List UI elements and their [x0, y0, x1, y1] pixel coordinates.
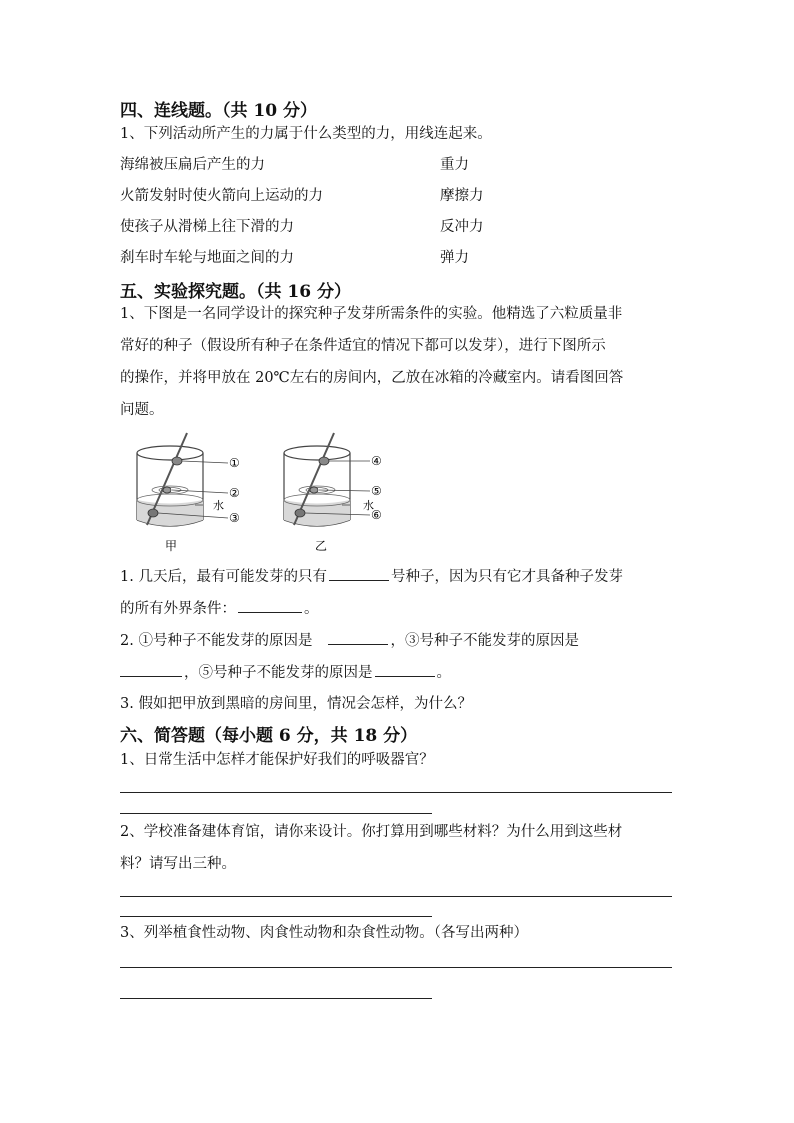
beaker-a-label: 甲 — [165, 539, 178, 553]
water-label-a: 水 — [213, 499, 224, 512]
beaker-b-label: 乙 — [315, 539, 328, 553]
answer-line[interactable] — [120, 896, 672, 897]
answer-line[interactable] — [120, 916, 432, 917]
match-left-3: 使孩子从滑梯上往下滑的力 — [120, 219, 294, 235]
water-label-b: 水 — [363, 499, 374, 512]
q1-text-b: 号种子，因为只有它才具备种子发芽 — [390, 569, 623, 585]
germination-figure — [125, 425, 405, 555]
section4-q1: 1、下列活动所产生的力属于什么类型的力，用线连起来。 — [120, 126, 492, 142]
beaker-a — [137, 433, 228, 526]
q1-text-d: 。 — [304, 601, 319, 617]
q2-text-b: ，③号种子不能发芽的原因是 — [390, 633, 579, 649]
match-right-1: 重力 — [440, 157, 469, 173]
match-left-4: 刹车时车轮与地面之间的力 — [120, 250, 294, 266]
q2-text-a: 2. ①号种子不能发芽的原因是 — [120, 633, 313, 649]
section6-q1: 1、日常生活中怎样才能保护好我们的呼吸器官？ — [120, 752, 434, 768]
marker-1: ① — [229, 456, 240, 470]
marker-5: ⑤ — [371, 484, 382, 498]
q2-text-d: 。 — [436, 665, 451, 681]
q2-text-c: ，⑤号种子不能发芽的原因是 — [184, 665, 373, 681]
q1-text-a: 1. 几天后，最有可能发芽的只有 — [120, 569, 327, 585]
section5-title: 五、实验探究题。（共 16 分） — [120, 282, 351, 302]
section5-intro-line3: 的操作，并将甲放在 20℃左右的房间内，乙放在冰箱的冷藏室内。请看图回答 — [120, 370, 624, 386]
section5-q3: 3. 假如把甲放到黑暗的房间里，情况会怎样，为什么？ — [120, 696, 472, 712]
answer-line[interactable] — [120, 967, 672, 968]
section5-q1-line2 — [120, 597, 319, 618]
section6-q3: 3、列举植食性动物、肉食性动物和杂食性动物。（各写出两种） — [120, 925, 528, 941]
section6-title: 六、简答题（每小题 6 分，共 18 分） — [120, 726, 418, 746]
marker-4: ④ — [371, 454, 382, 468]
match-right-3: 反冲力 — [440, 219, 484, 235]
answer-line[interactable] — [120, 813, 432, 814]
marker-2: ② — [229, 486, 240, 500]
section5-intro-line4: 问题。 — [120, 402, 164, 418]
marker-3: ③ — [229, 511, 240, 525]
section5-q1-line1 — [120, 565, 623, 586]
section5-q2-line2 — [120, 661, 451, 682]
section6-q2-line1: 2、学校准备建体育馆，请你来设计。你打算用到哪些材料？为什么用到这些材 — [120, 824, 623, 840]
marker-6: ⑥ — [371, 508, 382, 522]
section5-q2-line1 — [120, 629, 579, 650]
section4-title: 四、连线题。（共 10 分） — [120, 101, 317, 121]
beaker-b — [284, 433, 370, 526]
q2-blank-1[interactable] — [328, 630, 388, 645]
match-right-4: 弹力 — [440, 250, 469, 266]
section5-intro-line1: 1、下图是一名同学设计的探究种子发芽所需条件的实验。他精选了六粒质量非 — [120, 306, 623, 322]
answer-line[interactable] — [120, 792, 672, 793]
match-left-1: 海绵被压扁后产生的力 — [120, 157, 265, 173]
answer-line[interactable] — [120, 998, 432, 999]
q1-blank-1[interactable] — [329, 566, 389, 581]
q2-blank-3[interactable] — [375, 662, 435, 677]
q2-blank-2[interactable] — [120, 662, 182, 677]
match-left-2: 火箭发射时使火箭向上运动的力 — [120, 188, 323, 204]
section6-q2-line2: 料？请写出三种。 — [120, 856, 236, 872]
q1-blank-2[interactable] — [238, 598, 302, 613]
match-right-2: 摩擦力 — [440, 188, 484, 204]
section5-intro-line2: 常好的种子（假设所有种子在条件适宜的情况下都可以发芽），进行下图所示 — [120, 338, 606, 354]
q1-text-c: 的所有外界条件： — [120, 601, 236, 617]
